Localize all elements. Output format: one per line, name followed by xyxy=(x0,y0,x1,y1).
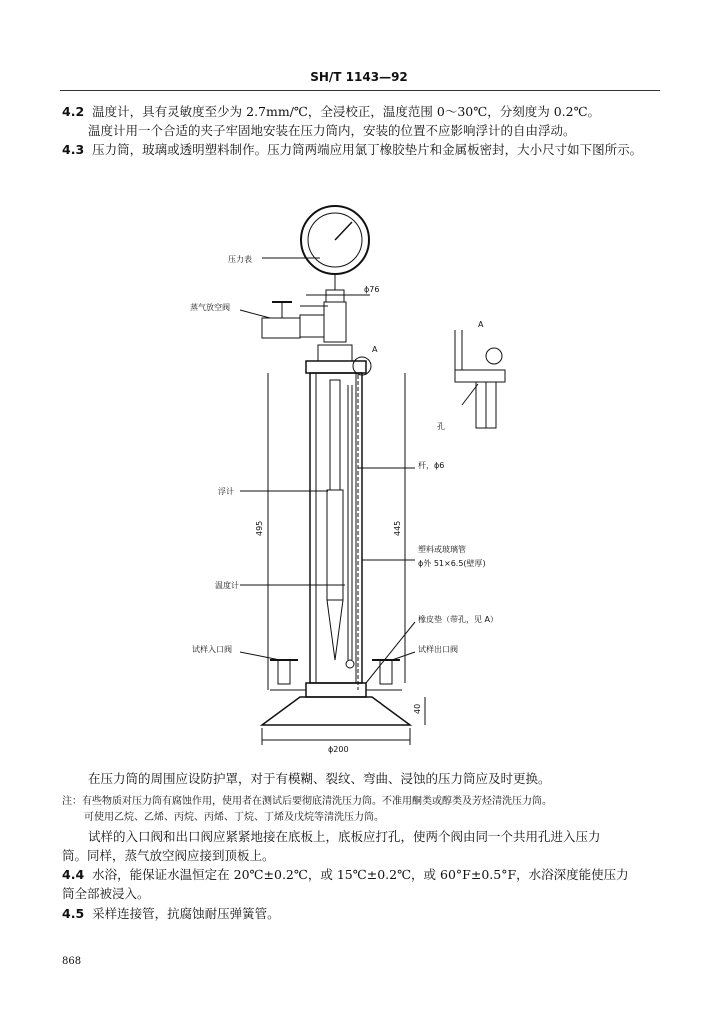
section-number: 4.5 xyxy=(62,906,85,921)
label-hydrometer: 浮计 xyxy=(218,487,234,496)
label-vent-valve: 蒸气放空阀 xyxy=(190,303,230,312)
label-dia-76: ϕ76 xyxy=(364,285,380,294)
note-line2: 可使用乙烷、乙烯、丙烷、丙烯、丁烷、丁烯及戊烷等清洗压力筒。 xyxy=(84,812,384,823)
para-text: 压力筒，玻璃或透明塑料制作。压力筒两端应用氯丁橡胶垫片和金属板密封，大小尺寸如下图所示。 xyxy=(92,142,643,157)
para-4-2-line1 xyxy=(62,103,662,121)
header-rule xyxy=(60,90,660,91)
para-4-4-line2: 筒全部被浸入。 xyxy=(62,886,150,901)
para-4-5 xyxy=(62,905,662,923)
section-number: 4.2 xyxy=(62,104,85,119)
running-header: SH/T 1143—92 xyxy=(310,70,408,84)
label-hole: 孔 xyxy=(437,422,445,431)
para-text: 温度计，具有灵敏度至少为 2.7mm/℃，全浸校正，温度范围 0～30℃，分刻度为 0.2℃。 xyxy=(92,104,601,119)
after-figure-p1: 在压力筒的周围应设防护罩，对于有模糊、裂纹、弯曲、浸蚀的压力筒应及时更换。 xyxy=(88,771,551,786)
para-4-2-line2: 温度计用一个合适的夹子牢固地安装在压力筒内，安装的位置不应影响浮计的自由浮动。 xyxy=(88,123,576,138)
dim-445: 445 xyxy=(393,520,402,536)
para-text: 采样连接管，抗腐蚀耐压弹簧管。 xyxy=(92,906,280,921)
section-number: 4.4 xyxy=(62,867,85,882)
pressure-cylinder-figure xyxy=(0,195,718,765)
label-thermometer: 温度计 xyxy=(215,581,239,590)
label-inlet-valve: 试样入口阀 xyxy=(192,645,232,654)
label-rod: 杆，ϕ6 xyxy=(418,461,445,470)
para-4-4-line1 xyxy=(62,866,662,884)
label-gasket: 橡皮垫（带孔，见 A） xyxy=(418,615,499,624)
after-figure-p2-line2: 筒。同样，蒸气放空阀应接到顶板上。 xyxy=(62,848,275,863)
para-4-3 xyxy=(62,141,662,159)
dim-495: 495 xyxy=(255,520,264,536)
pressure-gauge-icon xyxy=(301,206,369,302)
dim-40: 40 xyxy=(413,703,422,714)
section-number: 4.3 xyxy=(62,142,85,157)
label-pressure-gauge: 压力表 xyxy=(228,255,252,264)
label-detail-a-view: A xyxy=(478,320,484,329)
label-tube: 塑料或玻璃管 xyxy=(418,545,466,554)
detail-a-drawing xyxy=(455,330,505,428)
label-outlet-valve: 试样出口阀 xyxy=(418,645,458,654)
after-figure-p2-line1: 试样的入口阀和出口阀应紧紧地接在底板上，底板应打孔，使两个阀由同一个共用孔进入压力 xyxy=(88,829,601,844)
label-tube-size: ϕ外 51×6.5(壁厚) xyxy=(418,559,486,568)
para-text: 水浴，能保证水温恒定在 20℃±0.2℃，或 15℃±0.2℃，或 60°F±0.5°F，水浴深度能使压力 xyxy=(92,867,629,882)
page-number: 868 xyxy=(62,956,82,967)
note-line1: 注：有些物质对压力筒有腐蚀作用，使用者在测试后要彻底清洗压力筒。不准用酮类或醇类及芳烃清洗压力筒。 xyxy=(62,796,552,807)
dim-dia-200: ϕ200 xyxy=(328,745,349,754)
label-detail-a: A xyxy=(372,345,378,354)
